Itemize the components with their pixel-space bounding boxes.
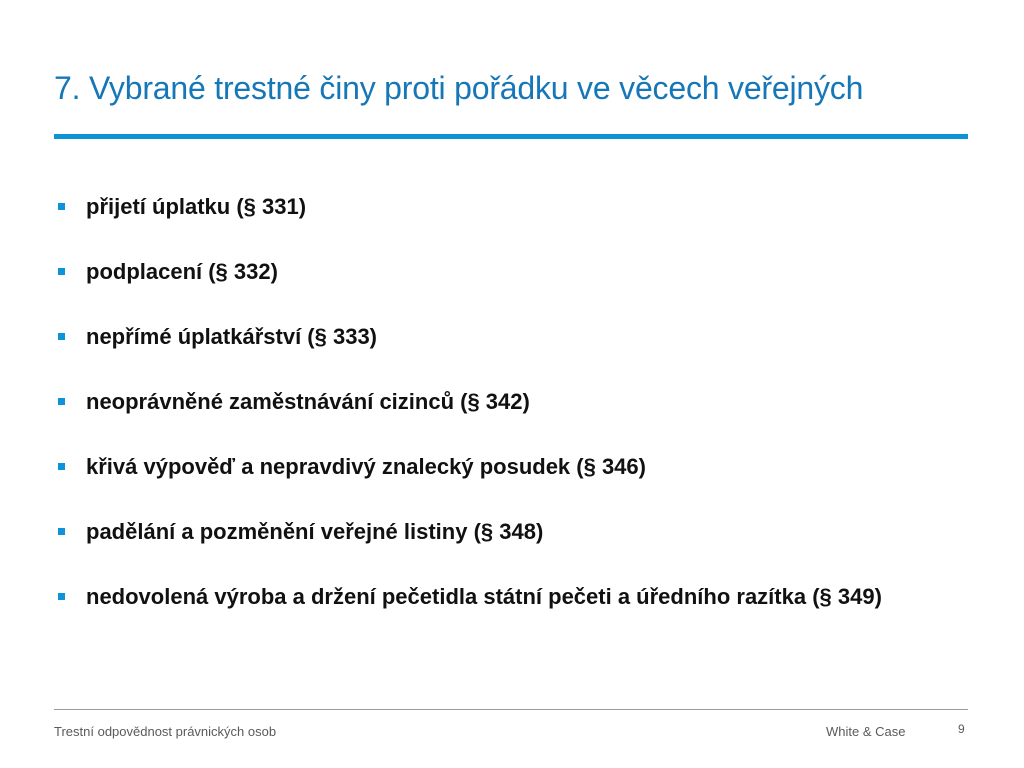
square-bullet-icon	[58, 333, 65, 340]
bullet-item	[58, 581, 938, 613]
bullet-text: přijetí úplatku (§ 331)	[86, 194, 307, 219]
bullet-text: podplacení (§ 332)	[86, 259, 278, 284]
bullet-list	[58, 191, 938, 646]
title-divider	[54, 134, 968, 139]
square-bullet-icon	[58, 398, 65, 405]
bullet-text: nepřímé úplatkářství (§ 333)	[86, 324, 378, 349]
bullet-text: padělání a pozměnění veřejné listiny (§ 348)	[86, 519, 544, 544]
footer-presentation-title: Trestní odpovědnost právnických osob	[54, 724, 277, 739]
square-bullet-icon	[58, 203, 65, 210]
bullet-text: neoprávněné zaměstnávání cizinců (§ 342)	[86, 389, 530, 414]
footer-company-name: White & Case	[826, 724, 906, 739]
page-number: 9	[958, 722, 965, 736]
square-bullet-icon	[58, 268, 65, 275]
bullet-text: křivá výpověď a nepravdivý znalecký posudek (§ 346)	[86, 454, 646, 479]
bullet-item	[58, 451, 938, 483]
square-bullet-icon	[58, 463, 65, 470]
square-bullet-icon	[58, 528, 65, 535]
square-bullet-icon	[58, 593, 65, 600]
slide-title: 7. Vybrané trestné činy proti pořádku ve věcech veřejných	[54, 70, 864, 106]
bullet-item	[58, 386, 938, 418]
bullet-item	[58, 321, 938, 353]
bullet-item	[58, 256, 938, 288]
bullet-item	[58, 191, 938, 223]
footer-divider	[54, 709, 968, 710]
bullet-item	[58, 516, 938, 548]
bullet-text: nedovolená výroba a držení pečetidla státní pečeti a úředního razítka (§ 349)	[86, 584, 882, 609]
